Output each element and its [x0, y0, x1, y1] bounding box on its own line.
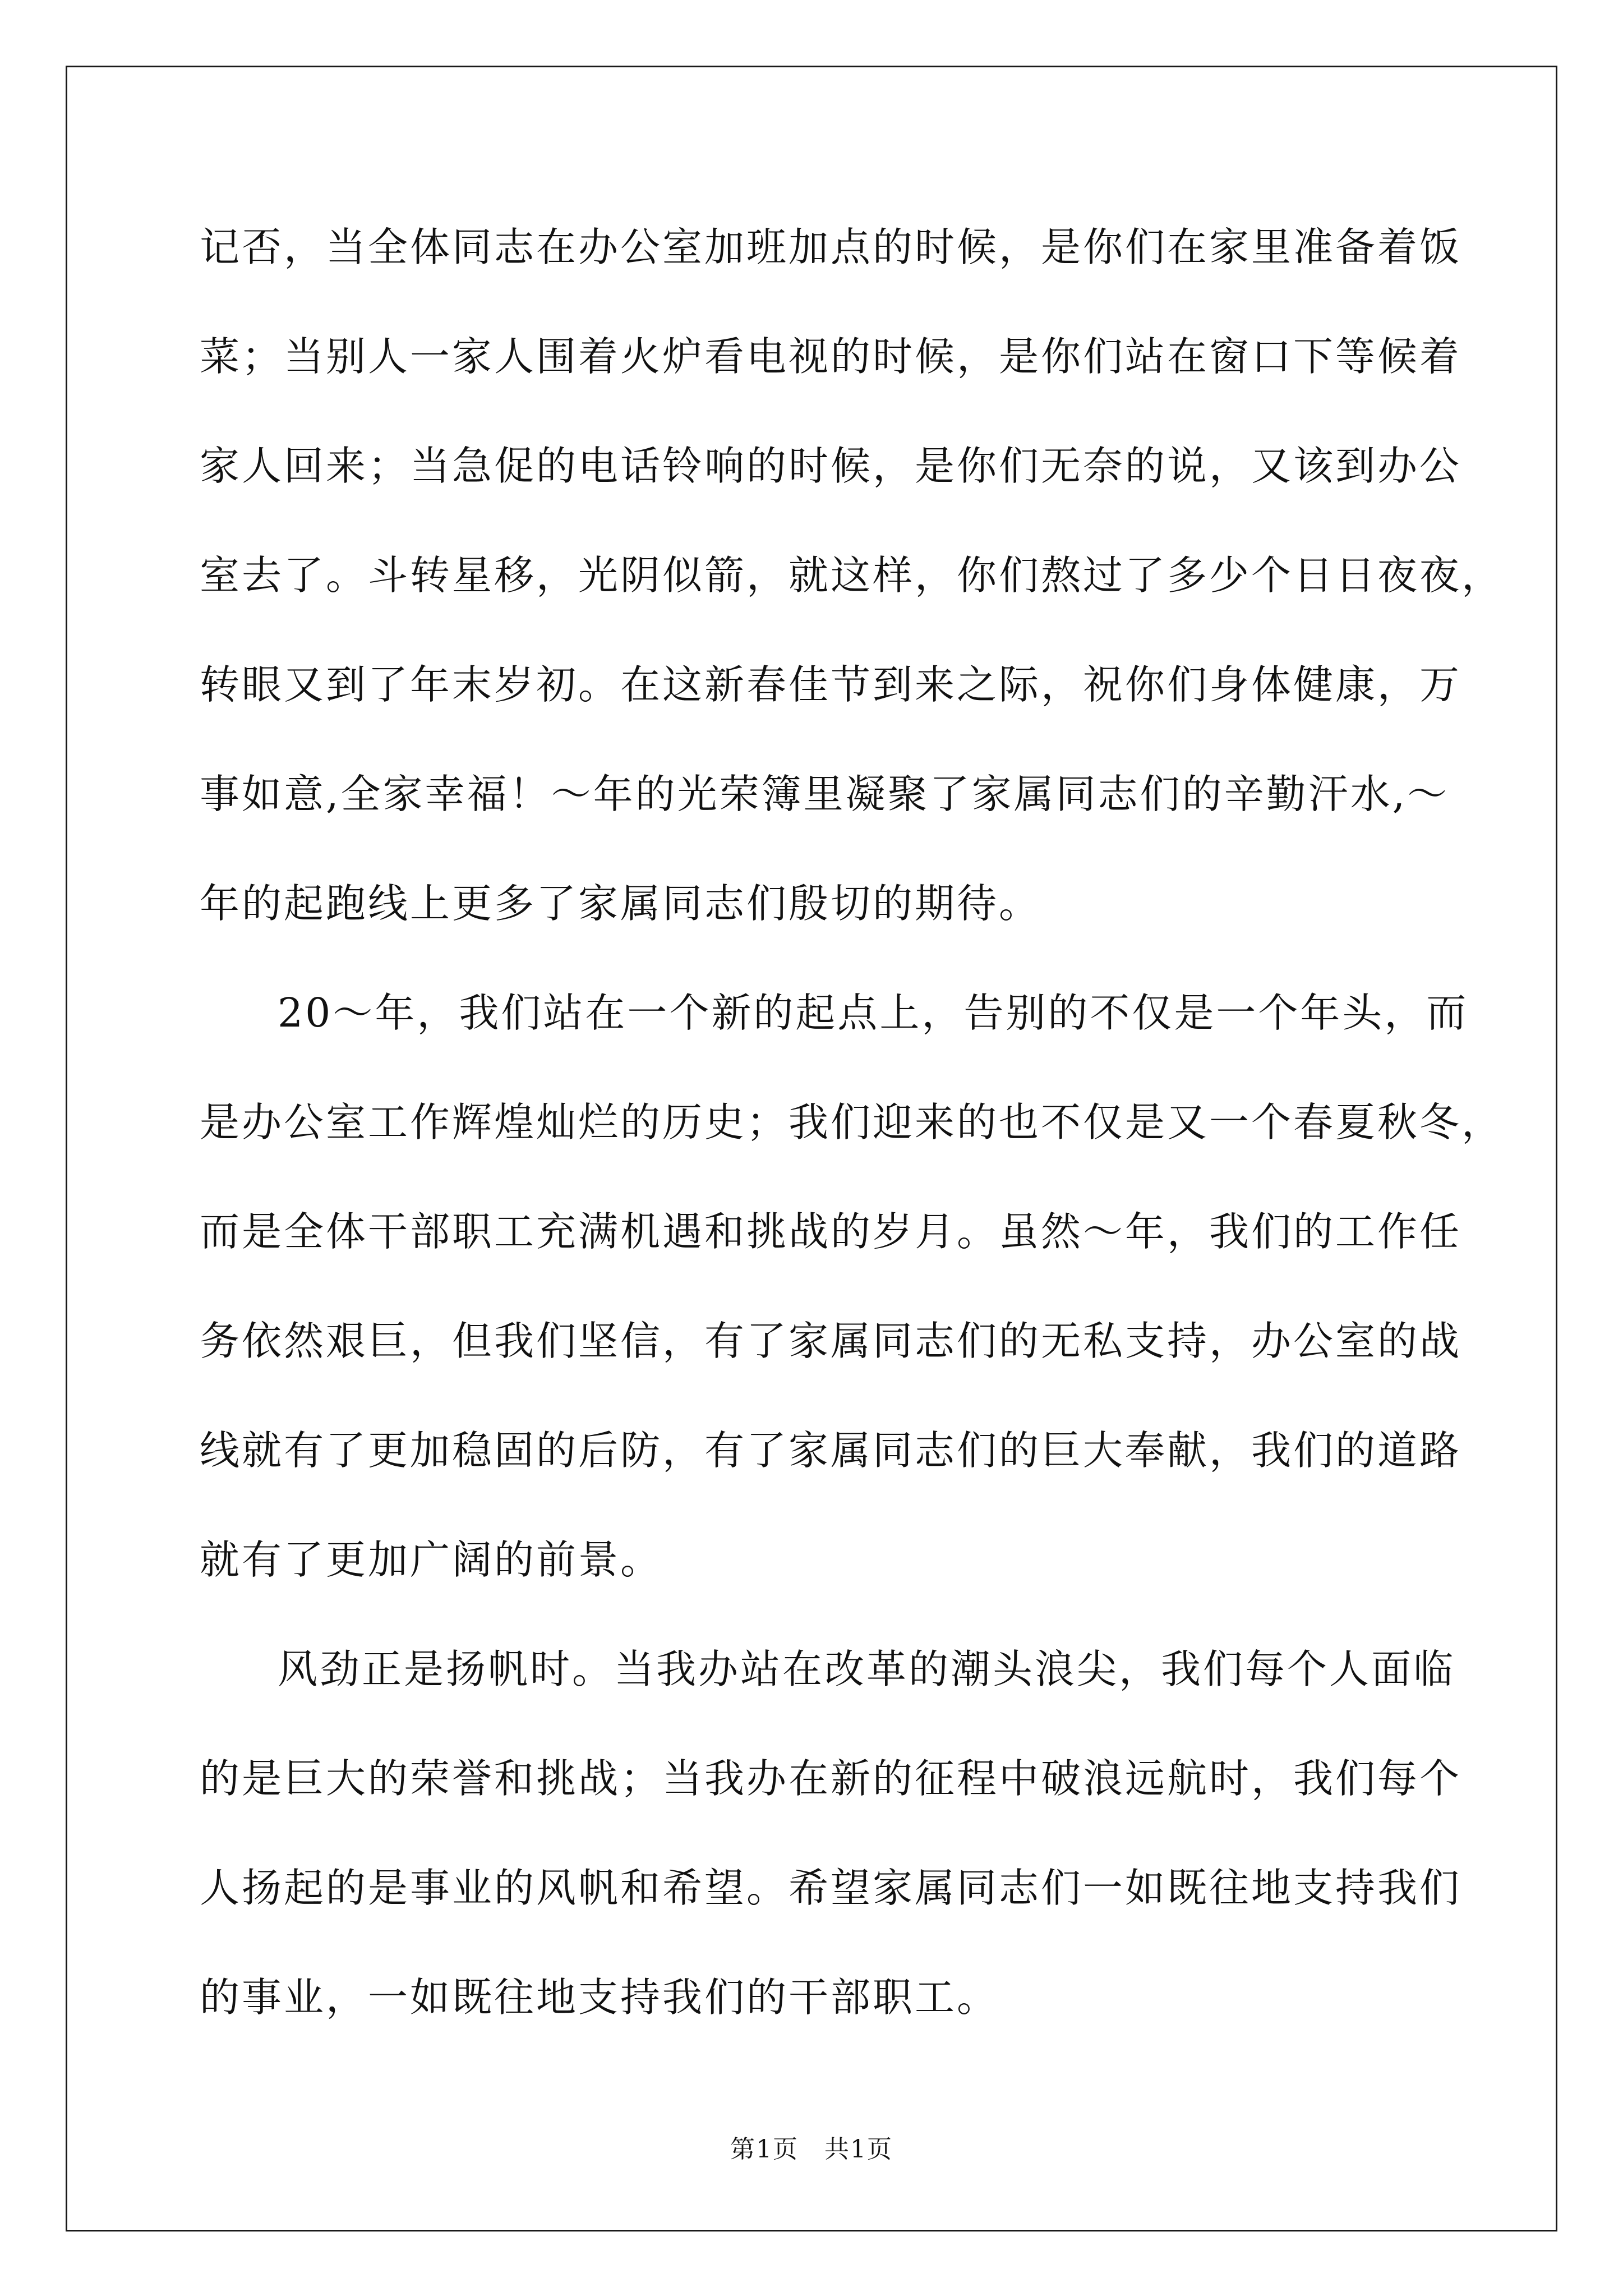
paragraph-1-line-1: 记否，当全体同志在办公室加班加点的时候，是你们在家里准备着饭 [200, 224, 1462, 270]
paragraph-2-line-1: 20～年，我们站在一个新的起点上，告别的不仅是一个年头，而 [278, 990, 1469, 1036]
paragraph-1-line-5: 转眼又到了年末岁初。在这新春佳节到来之际，祝你们身体健康，万 [200, 661, 1462, 708]
paragraph-1-line-2: 菜；当别人一家人围着火炉看电视的时候，是你们站在窗口下等候着 [200, 333, 1462, 380]
paragraph-1-line-3: 家人回来；当急促的电话铃响的时候，是你们无奈的说，又该到办公 [200, 443, 1462, 489]
paragraph-3-line-4: 的事业，一如既往地支持我们的干部职工。 [200, 1974, 999, 2021]
paragraph-3-line-3: 人扬起的是事业的风帆和希望。希望家属同志们一如既往地支持我们 [200, 1865, 1462, 1911]
paragraph-2-line-2: 是办公室工作辉煌灿烂的历史；我们迎来的也不仅是又一个春夏秋冬， [200, 1099, 1504, 1145]
paragraph-3-line-2: 的是巨大的荣誉和挑战；当我办在新的征程中破浪远航时，我们每个 [200, 1755, 1462, 1802]
page-number-footer: 第1页 共1页 [730, 2135, 893, 2164]
paragraph-2-line-4: 务依然艰巨，但我们坚信，有了家属同志们的无私支持，办公室的战 [200, 1318, 1462, 1364]
paragraph-3-line-1: 风劲正是扬帆时。当我办站在改革的潮头浪尖，我们每个人面临 [278, 1646, 1456, 1692]
paragraph-2-line-5: 线就有了更加稳固的后防，有了家属同志们的巨大奉献，我们的道路 [200, 1427, 1462, 1474]
paragraph-1-line-4: 室去了。斗转星移，光阴似箭，就这样，你们熬过了多少个日日夜夜， [200, 552, 1504, 599]
paragraph-1-line-6: 事如意,全家幸福！～年的光荣簿里凝聚了家属同志们的辛勤汗水,～ [200, 771, 1450, 817]
paragraph-1-line-7: 年的起跑线上更多了家属同志们殷切的期待。 [200, 880, 1041, 927]
paragraph-2-line-6: 就有了更加广阔的前景。 [200, 1536, 663, 1583]
paragraph-2-line-3: 而是全体干部职工充满机遇和挑战的岁月。虽然～年，我们的工作任 [200, 1208, 1462, 1255]
